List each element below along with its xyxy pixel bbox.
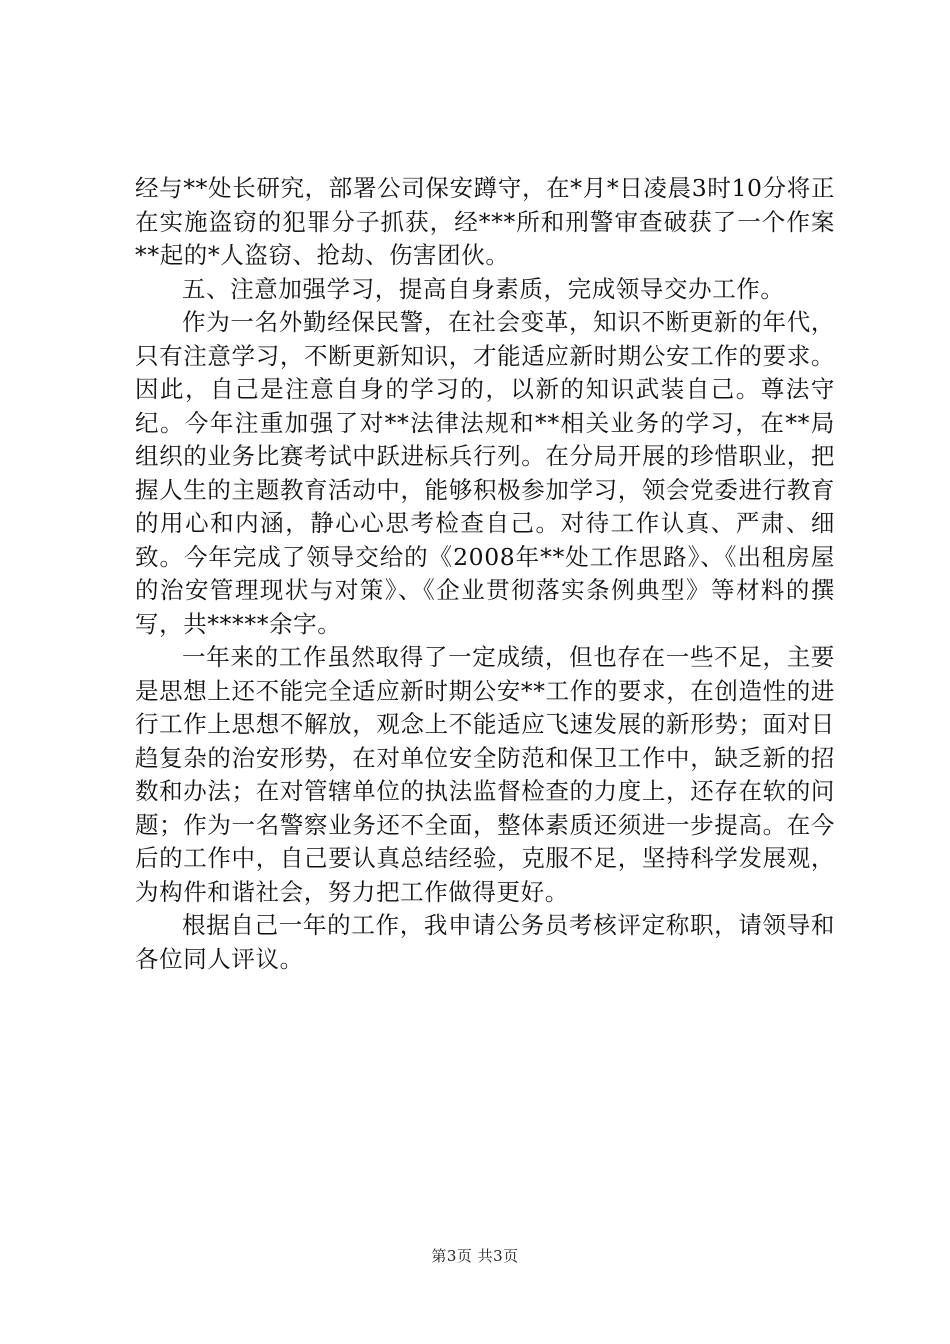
paragraph-conclusion: 根据自己一年的工作，我申请公务员考核评定称职，请领导和各位同人评议。 <box>135 911 835 973</box>
document-body <box>135 172 835 976</box>
paragraph-study: 作为一名外勤经保民警，在社会变革，知识不断更新的年代，只有注意学习，不断更新知识，才能适应新时期公安工作的要求。因此，自己是注意自身的学习的，以新的知识武装自己。尊法守纪。今年注重加强了对**法律法规和**相关业务的学习，在**局组织的业务比赛考试中跃进标兵行列。在分局开展的珍惜职业，把握人生的主题教育活动中，能够积极参加学习，领会党委进行教育的用心和内涵，静心心思考检查自己。对待工作认真、严肃、细致。今年完成了领导交给的《2008年**处工作思路》、《出租房屋的治安管理现状与对策》、《企业贯彻落实条例典型》等材料的撰写，共*****余字。 <box>135 308 835 638</box>
section-heading-five: 五、注意加强学习，提高自身素质，完成领导交办工作。 <box>182 274 785 303</box>
page-footer <box>0 1245 950 1266</box>
page-number: 第3页 共3页 <box>431 1247 519 1265</box>
paragraph-continuation: 经与**处长研究，部署公司保安蹲守，在*月*日凌晨3时10分将正在实施盗窃的犯罪分子抓获，经***所和刑警审查破获了一个作案**起的*人盗窃、抢劫、伤害团伙。 <box>135 174 835 269</box>
paragraph-shortcomings: 一年来的工作虽然取得了一定成绩，但也存在一些不足，主要是思想上还不能完全适应新时期公安**工作的要求，在创造性的进行工作上思想不解放，观念上不能适应飞速发展的新形势；面对日趋复杂的治安形势，在对单位安全防范和保卫工作中，缺乏新的招数和办法；在对管辖单位的执法监督检查的力度上，还存在软的问题；作为一名警察业务还不全面，整体素质还须进一步提高。在今后的工作中，自己要认真总结经验，克服不足，坚持科学发展观，为构件和谐社会，努力把工作做得更好。 <box>135 643 835 906</box>
